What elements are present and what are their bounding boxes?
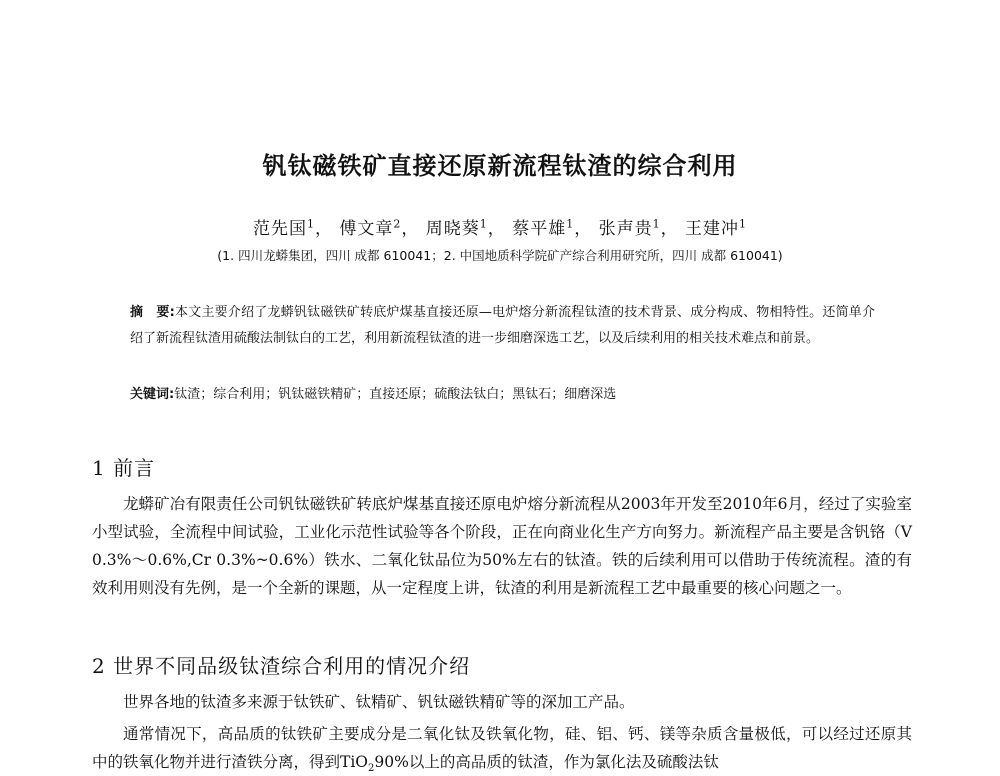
section2-paragraph: 世界各地的钛渣多来源于钛铁矿、钛精矿、钒钛磁铁精矿等的深加工产品。	[123, 693, 635, 711]
section2-paragraph	[92, 720, 912, 776]
section2-paragraph-text-cont: 90%以上的高品质的钛渣，作为氯化法及硫酸法钛	[374, 753, 719, 771]
author-affiliation-mark: 1	[566, 217, 575, 231]
author-name: 傅文章	[339, 219, 394, 239]
section-heading-intro: 1 前言	[92, 456, 156, 480]
formula-subscript: 2	[368, 763, 375, 775]
author-name: 张声贵	[598, 219, 653, 239]
abstract-label: 摘 要:	[130, 305, 175, 320]
author-affiliation-mark: 1	[306, 217, 315, 231]
keywords	[130, 384, 875, 406]
abstract-text: 本文主要介绍了龙蟒钒钛磁铁矿转底炉煤基直接还原—电炉熔分新流程钛渣的技术背景、成分构成、物相特性。还简单介绍了新流程钛渣用硫酸法制钛白的工艺，利用新流程钛渣的进一步细磨深选工艺，以及后续利用的相关技术难点和前景。	[130, 305, 875, 346]
section2-paragraph-clipped	[92, 720, 912, 775]
intro-paragraph: 龙蟒矿冶有限责任公司钒钛磁铁矿转底炉煤基直接还原电炉熔分新流程从2003年开发至2010年6月，经过了实验室小型试验，全流程中间试验，工业化示范性试验等各个阶段，正在向商业化生产方向努力。新流程产品主要是含钒铬（V 0.3%～0.6%,Cr 0.3%~0.6%）铁水、二氧化钛品位为50%左右的钛渣。铁的后续利用可以借助于传统流程。渣的有效利用则没有先例，是一个全新的课题，从一定程度上讲，钛渣的利用是新流程工艺中最重要的核心问题之一。	[92, 495, 912, 597]
abstract	[130, 300, 875, 352]
keywords-label: 关键词:	[130, 387, 175, 402]
affiliations: (1. 四川龙蟒集团，四川 成都 610041；2. 中国地质科学院矿产综合利用研究所，四川 成都 610041)	[217, 248, 783, 263]
author-name: 范先国	[252, 219, 307, 239]
author-name: 周晓葵	[425, 219, 480, 239]
author-affiliation-mark: 1	[652, 217, 661, 231]
author-affiliation-mark: 2	[393, 217, 402, 231]
author-affiliation-mark: 1	[479, 217, 488, 231]
author-name: 王建冲	[685, 219, 740, 239]
author-affiliation-mark: 1	[739, 217, 748, 231]
section2-paragraph-text: 通常情况下，高品质的钛铁矿主要成分是二氧化钛及铁氧化物，硅、铝、钙、镁等杂质含量极低，可以经过还原其中的铁氧化物并进行渣铁分离，得到TiO	[92, 725, 912, 771]
keywords-text: 钛渣；综合利用；钒钛磁铁精矿；直接还原；硫酸法钛白；黑钛石；细磨深选	[174, 387, 617, 402]
author-name: 蔡平雄	[512, 219, 567, 239]
section-heading-world-review: 2 世界不同品级钛渣综合利用的情况介绍	[92, 654, 471, 678]
paper-title: 钒钛磁铁矿直接还原新流程钛渣的综合利用	[262, 152, 738, 180]
author-list: 范先国$^1$， 傅文章$^2$， 周晓葵$^1$， 蔡平雄$^1$， 张声贵$^1$， 王建冲$^1$	[252, 217, 748, 239]
